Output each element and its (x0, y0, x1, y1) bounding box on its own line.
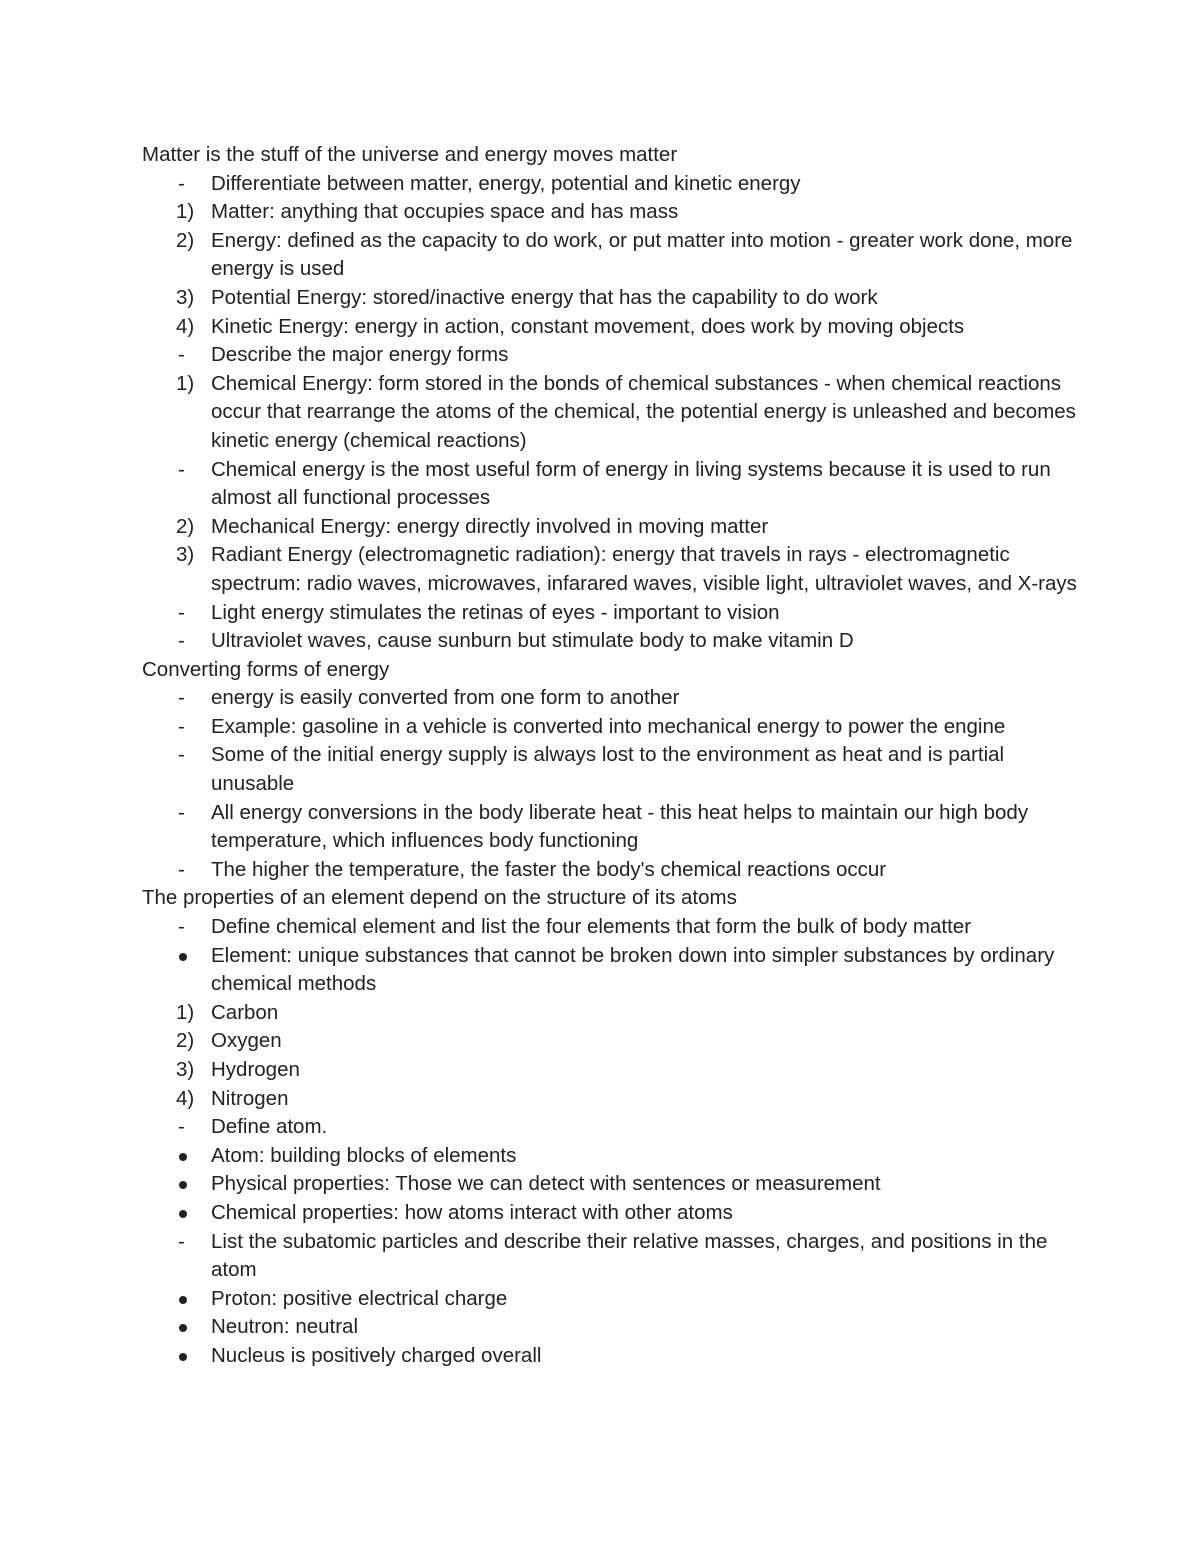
line-text: Nucleus is positively charged overall (211, 1343, 542, 1367)
number-marker: 1) (176, 1000, 195, 1024)
dash-marker: - (178, 600, 185, 624)
bullet-icon (179, 1324, 187, 1332)
dash-marker: - (178, 743, 185, 767)
line-text: Atom: building blocks of elements (211, 1143, 517, 1167)
number-marker: 2) (176, 514, 195, 538)
list-item (142, 799, 1082, 856)
number-marker: 3) (176, 543, 195, 567)
bullet-icon (179, 1296, 187, 1304)
bullet-icon (179, 1353, 187, 1361)
number-marker: 3) (176, 1058, 195, 1081)
list-item (142, 170, 1082, 199)
line-text: Hydrogen (211, 1058, 300, 1081)
number-marker: 2) (176, 228, 195, 252)
list-item (142, 627, 1082, 656)
list-item (142, 741, 1082, 798)
line-text: Ultraviolet waves, cause sunburn but stimulate body to make vitamin D (211, 629, 854, 653)
dash-marker: - (178, 1229, 185, 1253)
line-text: Define atom. (211, 1115, 328, 1139)
line-text: Matter: anything that occupies space and has mass (211, 200, 679, 224)
dash-marker: - (178, 343, 185, 367)
number-marker: 4) (176, 1086, 195, 1110)
list-item (142, 313, 1082, 342)
line-text: List the subatomic particles and describe their relative masses, charges, and positions in the atom (211, 1229, 1048, 1282)
list-item (142, 1142, 1082, 1171)
number-marker: 2) (176, 1029, 195, 1053)
dash-marker: - (178, 686, 185, 710)
dash-marker: - (178, 714, 185, 738)
section-heading (142, 884, 1082, 913)
line-text: Physical properties: Those we can detect with sentences or measurement (211, 1172, 881, 1196)
number-marker: 1) (176, 371, 195, 395)
bullet-icon (179, 1181, 187, 1189)
list-item (142, 341, 1082, 370)
list-item (142, 1285, 1082, 1314)
dash-marker: - (178, 915, 185, 939)
list-item (142, 1228, 1082, 1285)
dash-marker: - (178, 171, 185, 195)
list-item (142, 1170, 1082, 1199)
line-text: Potential Energy: stored/inactive energy that has the capability to do work (211, 285, 878, 309)
list-item (142, 284, 1082, 313)
list-item (142, 541, 1082, 598)
list-item (142, 1085, 1082, 1114)
line-text: energy is easily converted from one form to another (211, 686, 680, 710)
number-marker: 4) (176, 314, 195, 338)
line-text: Example: gasoline in a vehicle is converted into mechanical energy to power the engine (211, 714, 1006, 738)
bullet-icon (179, 1153, 187, 1161)
line-text: Proton: positive electrical charge (211, 1286, 508, 1310)
line-text: Chemical Energy: form stored in the bonds of chemical substances - when chemical reactions occur that rearrange the atoms of the chemical, the potential energy is unleashed and becomes kinetic energy (chemical reactions) (211, 371, 1076, 452)
line-text: Light energy stimulates the retinas of eyes - important to vision (211, 600, 780, 624)
list-item (142, 942, 1082, 999)
line-text: Mechanical Energy: energy directly involved in moving matter (211, 514, 769, 538)
line-text: All energy conversions in the body liberate heat - this heat helps to maintain our high body temperature, which influences body functioning (211, 800, 1029, 853)
number-marker: 3) (176, 285, 195, 309)
dash-marker: - (178, 857, 185, 881)
section-heading (142, 141, 1082, 170)
dash-marker: - (178, 800, 185, 824)
line-text: Matter is the stuff of the universe and energy moves matter (142, 143, 678, 166)
line-text: Differentiate between matter, energy, potential and kinetic energy (211, 171, 801, 195)
list-item (142, 856, 1082, 885)
dash-marker: - (178, 629, 185, 653)
line-text: Energy: defined as the capacity to do work, or put matter into motion - greater work done, more energy is used (211, 228, 1073, 281)
list-item (142, 684, 1082, 713)
list-item (142, 513, 1082, 542)
line-text: Define chemical element and list the four elements that form the bulk of body matter (211, 915, 972, 939)
line-text: Neutron: neutral (211, 1315, 359, 1339)
list-item (142, 370, 1082, 456)
line-text: Converting forms of energy (142, 657, 390, 681)
bullet-icon (179, 1210, 187, 1218)
line-text: Radiant Energy (electromagnetic radiation): energy that travels in rays - electromagnetic spectrum: radio waves, microwaves, infarared waves, visible light, ultraviolet waves, and X-rays (211, 543, 1077, 595)
line-text: Carbon (211, 1000, 279, 1024)
dash-marker: - (178, 1115, 185, 1139)
list-item (142, 999, 1082, 1028)
line-text: Chemical properties: how atoms interact with other atoms (211, 1200, 733, 1224)
line-text: Chemical energy is the most useful form of energy in living systems because it is used to run almost all functional processes (211, 457, 1051, 510)
dash-marker: - (178, 457, 185, 481)
list-item (142, 1313, 1082, 1342)
list-item (142, 913, 1082, 942)
line-text: The properties of an element depend on the structure of its atoms (142, 886, 737, 910)
bullet-icon (179, 953, 187, 961)
number-marker: 1) (176, 200, 195, 224)
line-text: Oxygen (211, 1029, 282, 1053)
list-item (142, 1056, 1082, 1085)
list-item (142, 713, 1082, 742)
line-text: Kinetic Energy: energy in action, constant movement, does work by moving objects (211, 314, 965, 338)
line-text: Element: unique substances that cannot be broken down into simpler substances by ordinary chemical methods (211, 943, 1055, 996)
line-text: The higher the temperature, the faster the body's chemical reactions occur (211, 857, 887, 881)
list-item (142, 227, 1082, 284)
list-item (142, 1342, 1082, 1371)
list-item (142, 1027, 1082, 1056)
list-item (142, 599, 1082, 628)
notes-body (142, 141, 1082, 1371)
line-text: Nitrogen (211, 1086, 289, 1110)
list-item (142, 1199, 1082, 1228)
list-item (142, 198, 1082, 227)
list-item (142, 456, 1082, 513)
line-text: Describe the major energy forms (211, 343, 509, 367)
section-heading (142, 656, 1082, 685)
line-text: Some of the initial energy supply is always lost to the environment as heat and is partial unusable (211, 743, 1005, 796)
list-item (142, 1113, 1082, 1142)
